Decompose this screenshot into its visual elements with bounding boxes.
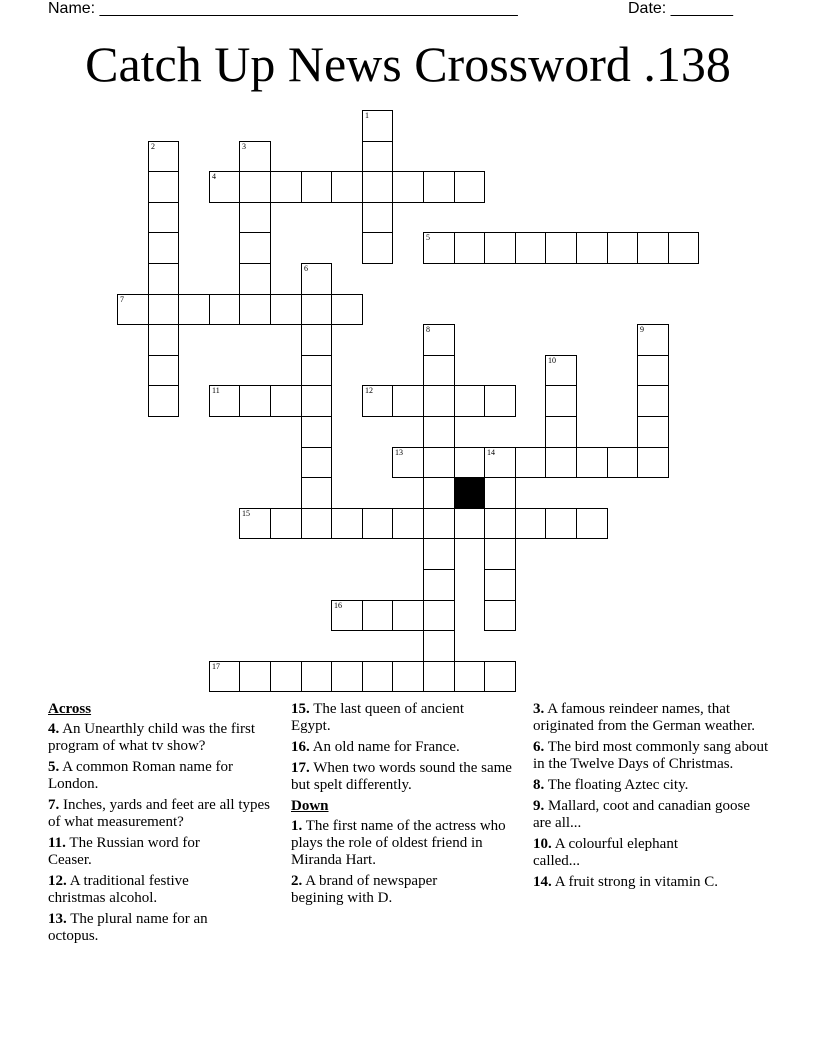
date-field-label: Date: _______	[628, 0, 733, 17]
grid-cell[interactable]	[362, 600, 393, 631]
grid-cell[interactable]	[362, 508, 393, 539]
grid-cell[interactable]	[148, 355, 179, 386]
grid-cell[interactable]	[545, 508, 577, 539]
grid-cell[interactable]	[331, 171, 363, 203]
grid-cell[interactable]	[576, 447, 608, 478]
clue-number: 1	[365, 111, 369, 120]
clue-down-10: 10. A colourful elephant called...	[533, 836, 678, 869]
grid-cell[interactable]	[301, 477, 332, 509]
clue-down-3: 3. A famous reindeer names, that originated from the German weather.	[533, 701, 755, 734]
grid-cell[interactable]	[484, 600, 516, 631]
grid-cell[interactable]	[423, 385, 455, 417]
grid-cell[interactable]	[484, 385, 516, 417]
grid-cell[interactable]	[301, 324, 332, 356]
grid-cell[interactable]	[331, 661, 363, 692]
grid-cell[interactable]	[484, 447, 516, 478]
grid-cell[interactable]	[484, 477, 516, 509]
grid-cell[interactable]	[331, 508, 363, 539]
grid-cell[interactable]	[545, 385, 577, 417]
grid-cell[interactable]	[239, 232, 271, 264]
grid-cell[interactable]	[301, 385, 332, 417]
clue-down-8: 8. The floating Aztec city.	[533, 777, 689, 793]
grid-cell[interactable]	[209, 171, 240, 203]
grid-cell[interactable]	[423, 600, 455, 631]
clue-across-15: 15. The last queen of ancient Egypt.	[291, 701, 465, 734]
grid-cell[interactable]	[454, 447, 485, 478]
grid-cell[interactable]	[362, 171, 393, 203]
grid-cell[interactable]	[148, 324, 179, 356]
grid-cell[interactable]	[423, 661, 455, 692]
clue-across-12: 12. A traditional festive christmas alcohol.	[48, 873, 189, 906]
grid-cell[interactable]	[362, 110, 393, 142]
grid-cell[interactable]	[423, 324, 455, 356]
clue-down-14: 14. A fruit strong in vitamin C.	[533, 874, 719, 890]
grid-cell[interactable]	[270, 661, 302, 692]
grid-cell[interactable]	[239, 171, 271, 203]
grid-cell[interactable]	[515, 447, 546, 478]
clue-number: 4	[212, 172, 216, 181]
clue-number: 16	[334, 601, 342, 610]
grid-cell[interactable]	[392, 385, 424, 417]
clue-number: 5	[426, 233, 430, 242]
grid-cell[interactable]	[637, 355, 669, 386]
grid-cell[interactable]	[545, 416, 577, 448]
clue-across-7: 7. Inches, yards and feet are all types of what measurement?	[48, 797, 270, 830]
grid-cell[interactable]	[454, 385, 485, 417]
clues-column-3	[533, 701, 773, 895]
grid-cell[interactable]	[423, 508, 455, 539]
grid-cell[interactable]	[301, 355, 332, 386]
grid-cell[interactable]	[545, 355, 577, 386]
grid-cell[interactable]	[239, 661, 271, 692]
grid-cell[interactable]	[545, 447, 577, 478]
clue-number: 7	[120, 295, 124, 304]
grid-cell[interactable]	[515, 232, 546, 264]
grid-cell[interactable]	[239, 202, 271, 233]
grid-cell[interactable]	[454, 508, 485, 539]
grid-cell[interactable]	[362, 141, 393, 172]
grid-cell[interactable]	[454, 171, 485, 203]
grid-cell[interactable]	[331, 294, 363, 325]
clue-number: 14	[487, 448, 495, 457]
grid-cell[interactable]	[423, 477, 455, 509]
grid-cell[interactable]	[637, 324, 669, 356]
grid-cell[interactable]	[239, 141, 271, 172]
grid-cell[interactable]	[148, 385, 179, 417]
grid-cell[interactable]	[301, 263, 332, 295]
grid-cell[interactable]	[607, 232, 638, 264]
clues-column-2	[291, 701, 519, 911]
grid-cell[interactable]	[423, 630, 455, 662]
grid-cell[interactable]	[545, 232, 577, 264]
grid-cell[interactable]	[362, 202, 393, 233]
clue-down-1: 1. The first name of the actress who plays the role of oldest friend in Miranda Hart.	[291, 818, 506, 868]
grid-cell[interactable]	[148, 263, 179, 295]
grid-cell[interactable]	[117, 294, 149, 325]
grid-cell[interactable]	[148, 202, 179, 233]
clue-number: 3	[242, 142, 246, 151]
grid-cell[interactable]	[484, 569, 516, 601]
grid-cell[interactable]	[148, 294, 179, 325]
grid-cell[interactable]	[209, 294, 240, 325]
grid-cell[interactable]	[270, 294, 302, 325]
clue-across-11: 11. The Russian word for Ceaser.	[48, 835, 200, 868]
grid-cell[interactable]	[484, 508, 516, 539]
grid-cell[interactable]	[331, 600, 363, 631]
clue-across-16: 16. An old name for France.	[291, 739, 460, 755]
grid-cell[interactable]	[484, 232, 516, 264]
clue-number: 15	[242, 509, 250, 518]
clue-number: 9	[640, 325, 644, 334]
grid-cell[interactable]	[270, 508, 302, 539]
grid-cell[interactable]	[484, 661, 516, 692]
page-title: Catch Up News Crossword .138	[85, 36, 731, 92]
grid-cell[interactable]	[148, 232, 179, 264]
clue-number: 8	[426, 325, 430, 334]
grid-cell[interactable]	[392, 508, 424, 539]
grid-cell[interactable]	[392, 600, 424, 631]
across-heading: Across	[48, 701, 92, 717]
grid-cell[interactable]	[637, 385, 669, 417]
clue-across-17: 17. When two words sound the same but spelt differently.	[291, 760, 512, 793]
clue-number: 2	[151, 142, 155, 151]
grid-cell[interactable]	[209, 385, 240, 417]
grid-cell[interactable]	[270, 385, 302, 417]
grid-cell[interactable]	[454, 232, 485, 264]
grid-cell[interactable]	[301, 661, 332, 692]
grid-cell[interactable]	[209, 661, 240, 692]
grid-cell[interactable]	[239, 508, 271, 539]
clue-down-9: 9. Mallard, coot and canadian goose are all...	[533, 798, 751, 831]
grid-cell[interactable]	[423, 416, 455, 448]
grid-cell[interactable]	[423, 447, 455, 478]
clue-number: 12	[365, 386, 373, 395]
clue-down-6: 6. The bird most commonly sang about in the Twelve Days of Christmas.	[533, 739, 769, 772]
grid-cell[interactable]	[637, 416, 669, 448]
clue-across-5: 5. A common Roman name for London.	[48, 759, 233, 792]
grid-cell[interactable]	[576, 508, 608, 539]
grid-cell[interactable]	[423, 569, 455, 601]
grid-cell[interactable]	[423, 538, 455, 570]
grid-cell[interactable]	[423, 171, 455, 203]
clues-column-1	[48, 701, 276, 949]
grid-cell[interactable]	[362, 661, 393, 692]
clue-number: 10	[548, 356, 556, 365]
grid-cell[interactable]	[362, 232, 393, 264]
grid-cell[interactable]	[637, 232, 669, 264]
clue-number: 11	[212, 386, 220, 395]
grid-cell[interactable]	[423, 355, 455, 386]
name-field-label: Name: _______________________________________________	[48, 0, 518, 17]
grid-cell[interactable]	[392, 447, 424, 478]
grid-cell[interactable]	[668, 232, 699, 264]
grid-cell[interactable]	[178, 294, 210, 325]
grid-cell[interactable]	[637, 447, 669, 478]
grid-cell[interactable]	[362, 385, 393, 417]
clue-across-4: 4. An Unearthly child was the first program of what tv show?	[48, 721, 256, 754]
grid-cell[interactable]	[392, 171, 424, 203]
grid-cell[interactable]	[607, 447, 638, 478]
down-heading: Down	[291, 798, 329, 814]
clue-down-2: 2. A brand of newspaper begining with D.	[291, 873, 438, 906]
clue-across-13: 13. The plural name for an octopus.	[48, 911, 208, 944]
grid-cell[interactable]	[148, 171, 179, 203]
clue-number: 17	[212, 662, 220, 671]
black-cell	[454, 477, 485, 509]
grid-cell[interactable]	[239, 385, 271, 417]
grid-cell[interactable]	[148, 141, 179, 172]
grid-cell[interactable]	[484, 538, 516, 570]
grid-cell[interactable]	[270, 171, 302, 203]
clue-number: 13	[395, 448, 403, 457]
grid-cell[interactable]	[239, 294, 271, 325]
grid-cell[interactable]	[576, 232, 608, 264]
grid-cell[interactable]	[239, 263, 271, 295]
grid-cell[interactable]	[392, 661, 424, 692]
grid-cell[interactable]	[515, 508, 546, 539]
grid-cell[interactable]	[454, 661, 485, 692]
grid-cell[interactable]	[423, 232, 455, 264]
grid-cell[interactable]	[301, 294, 332, 325]
grid-cell[interactable]	[301, 447, 332, 478]
grid-cell[interactable]	[301, 508, 332, 539]
grid-cell[interactable]	[301, 171, 332, 203]
clue-number: 6	[304, 264, 308, 273]
grid-cell[interactable]	[301, 416, 332, 448]
